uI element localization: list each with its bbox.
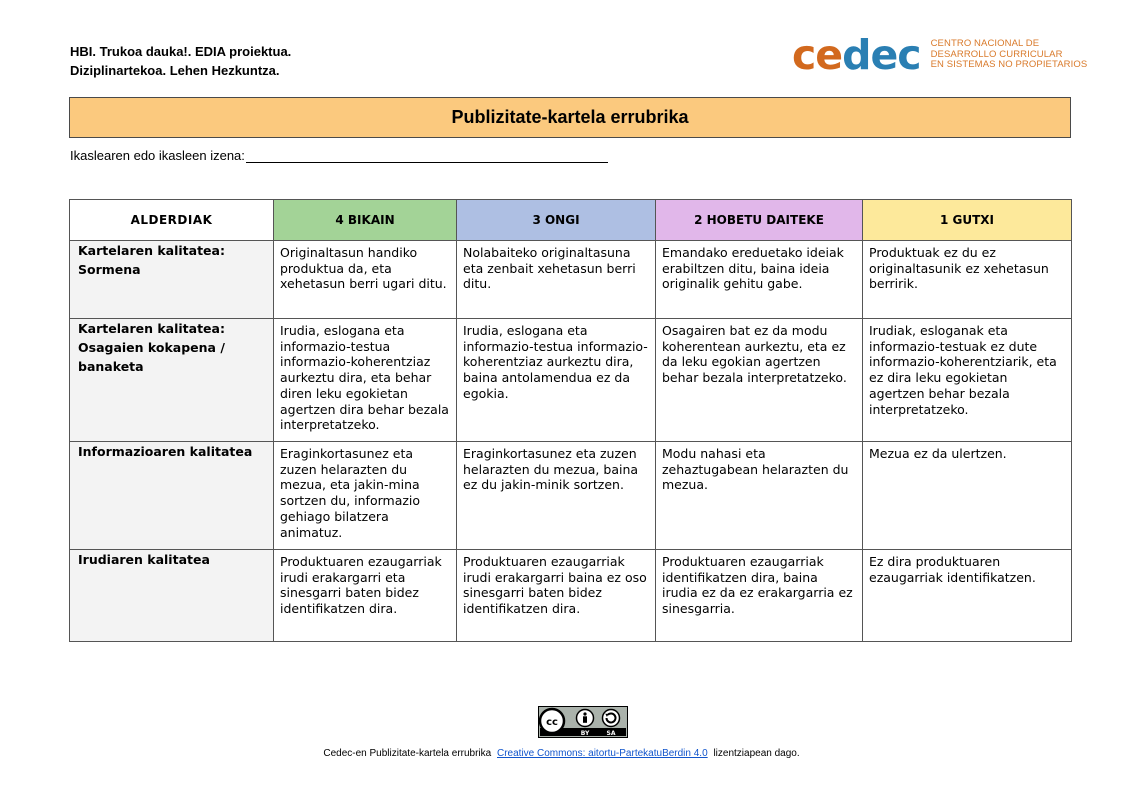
student-name-label: Ikaslearen edo ikasleen izena: — [70, 148, 245, 163]
student-name-blank-line — [246, 149, 608, 163]
header-level-4: 4 BIKAIN — [274, 200, 457, 241]
document-header — [70, 42, 291, 80]
cell-level-2: Modu nahasi eta zehaztugabean helarazten du mezua. — [656, 442, 863, 550]
cedec-logo-subtitle: CENTRO NACIONAL DE DESARROLLO CURRICULAR EN SISTEMAS NO PROPIETARIOS — [930, 38, 1088, 71]
cc-by-sa-icon — [538, 706, 628, 738]
cell-level-3: Irudia, eslogana eta informazio-testua informazio-koherentziaz aurkeztu dira, baina antolamendua ez da egokia. — [457, 319, 656, 442]
row-aspect: Irudiaren kalitatea — [70, 550, 274, 642]
cell-level-2: Emandako ereduetako ideiak erabiltzen ditu, baina ideia originalik gehitu gabe. — [656, 241, 863, 319]
cedec-logo — [792, 31, 1088, 79]
svg-text:cc: cc — [546, 717, 558, 728]
cell-level-3: Eraginkortasunez eta zuzen helarazten du mezua, baina ez du jakin-minik sortzen. — [457, 442, 656, 550]
student-name-field — [70, 148, 608, 163]
header-level-line: Diziplinartekoa. Lehen Hezkuntza. — [70, 63, 280, 78]
table-row — [70, 550, 1072, 642]
table-row — [70, 319, 1072, 442]
rubric-table — [69, 199, 1072, 642]
cedec-logo-mark: cedec — [792, 31, 921, 79]
page-title: Publizitate-kartela errubrika — [69, 97, 1071, 138]
cell-level-1: Produktuak ez du ez originaltasunik ez xehetasun berririk. — [863, 241, 1072, 319]
cell-level-1: Irudiak, esloganak eta informazio-testuak ez dute informazio-koherentziarik, eta ez dira leku egokietan agertzen behar bezala interpretatzeko. — [863, 319, 1072, 442]
cell-level-4: Produktuaren ezaugarriak irudi erakargarri eta sinesgarri baten bidez identifikatzen dira. — [274, 550, 457, 642]
table-row — [70, 442, 1072, 550]
row-aspect: Kartelaren kalitatea: Sormena — [70, 241, 274, 319]
cell-level-2: Produktuaren ezaugarriak identifikatzen dira, baina irudia ez da ez erakargarria ez sinesgarria. — [656, 550, 863, 642]
rubric-header-row — [70, 200, 1072, 241]
table-row — [70, 241, 1072, 319]
header-aspects: ALDERDIAK — [70, 200, 274, 241]
cell-level-4: Originaltasun handiko produktua da, eta xehetasun berri ugari ditu. — [274, 241, 457, 319]
cell-level-1: Mezua ez da ulertzen. — [863, 442, 1072, 550]
cell-level-4: Irudia, eslogana eta informazio-testua informazio-koherentziaz aurkeztu dira, eta behar diren leku egokietan agertzen dira behar bezala interpretatzeko. — [274, 319, 457, 442]
license-link[interactable]: Creative Commons: aitortu-PartekatuBerdin 4.0 — [497, 748, 708, 759]
header-level-1: 1 GUTXI — [863, 200, 1072, 241]
row-aspect: Kartelaren kalitatea: Osagaien kokapena / banaketa — [70, 319, 274, 442]
footer-suffix: lizentziapean dago. — [713, 748, 800, 759]
header-level-3: 3 ONGI — [457, 200, 656, 241]
svg-text:SA: SA — [606, 730, 616, 737]
cell-level-3: Produktuaren ezaugarriak irudi erakargarri baina ez oso sinesgarri baten bidez identifikatzen dira. — [457, 550, 656, 642]
cell-level-4: Eraginkortasunez eta zuzen helarazten du mezua, eta jakin-mina sortzen du, informazio gehiago bilatzera animatuz. — [274, 442, 457, 550]
footer-prefix: Cedec-en Publizitate-kartela errubrika — [323, 748, 492, 759]
license-footer — [0, 748, 1123, 759]
header-level-2: 2 HOBETU DAITEKE — [656, 200, 863, 241]
row-aspect: Informazioaren kalitatea — [70, 442, 274, 550]
header-project-line: HBI. Trukoa dauka!. EDIA proiektua. — [70, 44, 292, 59]
cell-level-1: Ez dira produktuaren ezaugarriak identifikatzen. — [863, 550, 1072, 642]
cell-level-2: Osagairen bat ez da modu koherentean aurkeztu, eta ez da leku egokian agertzen behar bezala interpretatzeko. — [656, 319, 863, 442]
svg-text:BY: BY — [580, 730, 590, 737]
cell-level-3: Nolabaiteko originaltasuna eta zenbait xehetasun berri ditu. — [457, 241, 656, 319]
